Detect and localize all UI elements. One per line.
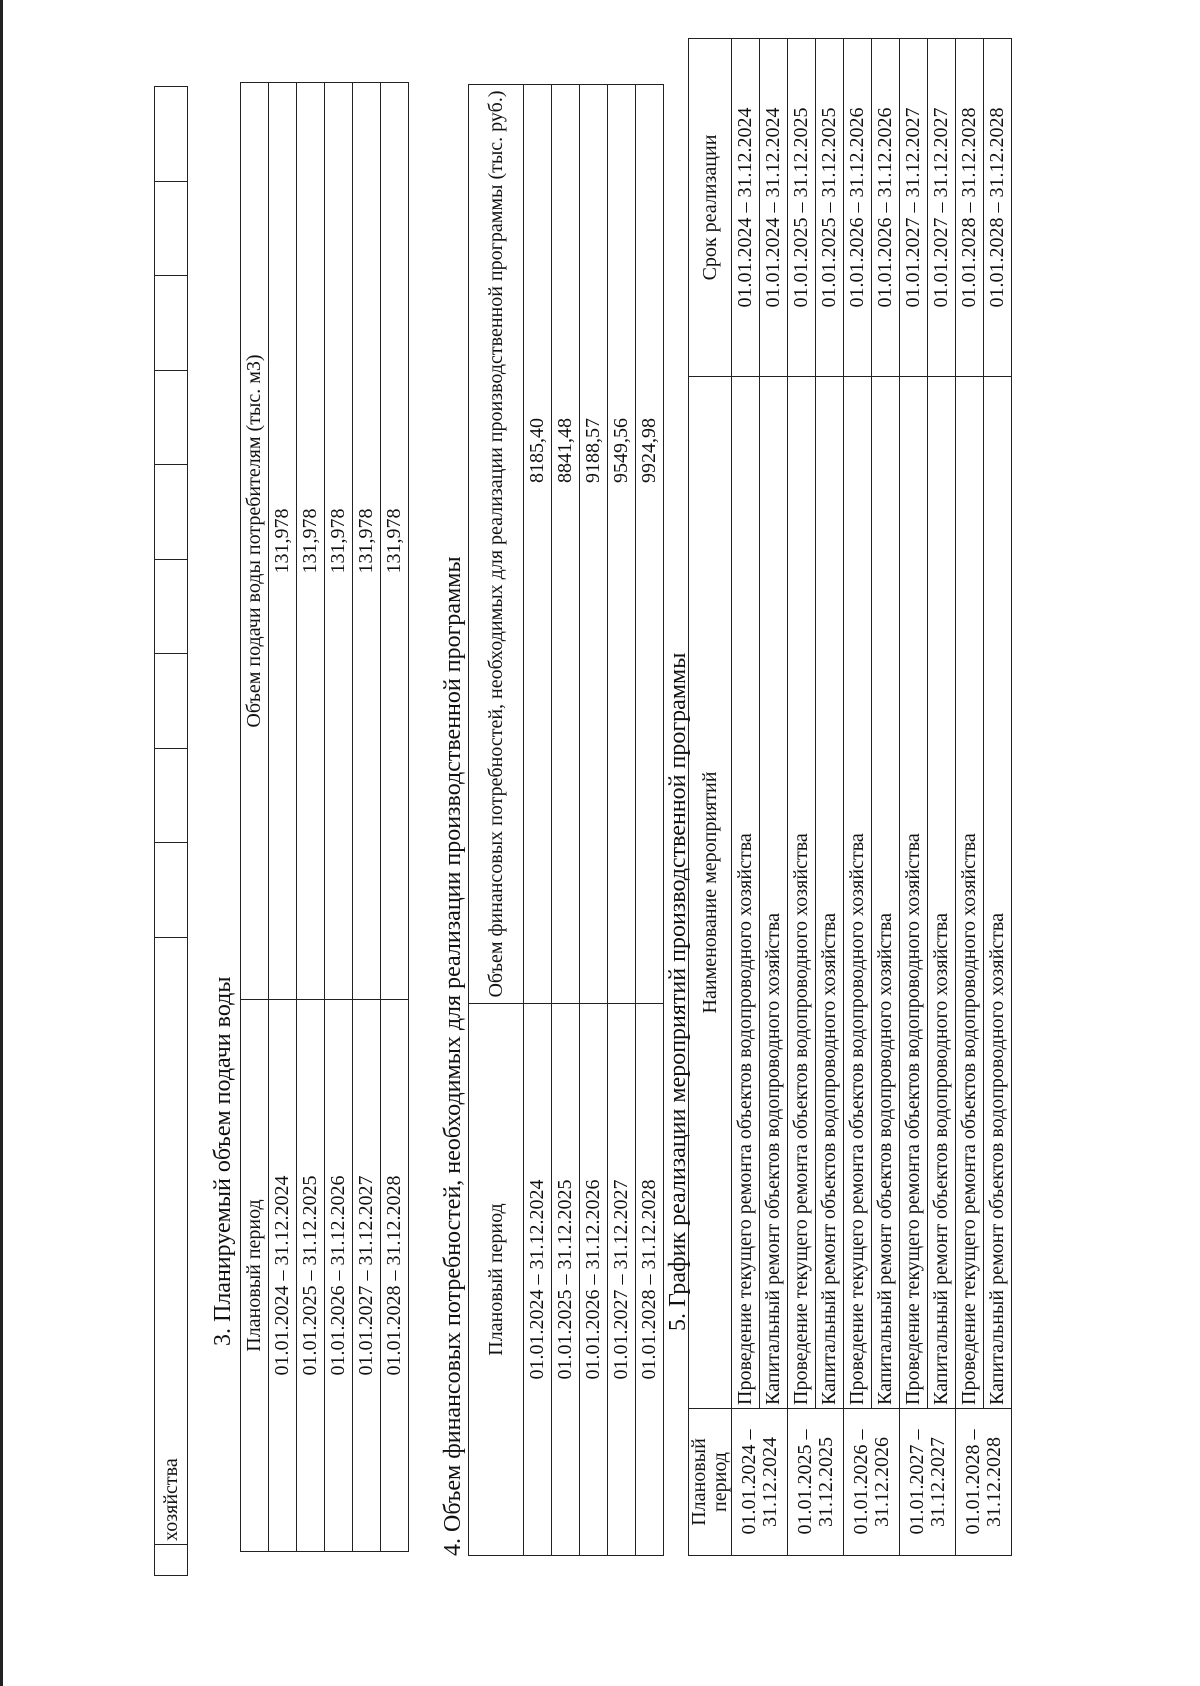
table-row: [608, 85, 636, 1556]
table-row: [984, 39, 1012, 1556]
activity-cell: Проведение текущего ремонта объектов водопроводного хозяйства: [844, 377, 872, 1409]
term-cell: 01.01.2027 – 31.12.2027: [928, 39, 956, 377]
value-cell: 131,978: [381, 83, 409, 1000]
table-row: [325, 83, 353, 1552]
column-header: Срок реализации: [689, 39, 732, 377]
table-row: [580, 85, 608, 1556]
period-cell: 01.01.2027 – 31.12.2027: [353, 1000, 381, 1552]
table-cell: [155, 181, 188, 276]
activity-cell: Капитальный ремонт объектов водопроводного хозяйства: [760, 377, 788, 1409]
activity-cell: Проведение текущего ремонта объектов водопроводного хозяйства: [900, 377, 928, 1409]
column-header: Объем финансовых потребностей, необходимых для реализации производственной программы (тыс. руб.): [469, 85, 524, 1004]
term-cell: 01.01.2027 – 31.12.2027: [900, 39, 928, 377]
table-header-row: [241, 83, 269, 1552]
period-cell: 01.01.2024 – 31.12.2024: [269, 1000, 297, 1552]
period-cell: 01.01.2025 – 31.12.2025: [297, 1000, 325, 1552]
table-cell: [155, 1545, 188, 1576]
table-cell: [155, 748, 188, 843]
table-row: [297, 83, 325, 1552]
table-cell: [155, 276, 188, 371]
period-cell: 01.01.2027 – 31.12.2027: [608, 1004, 636, 1556]
table-row: [900, 39, 928, 1556]
table-cell: [155, 87, 188, 182]
term-cell: 01.01.2026 – 31.12.2026: [872, 39, 900, 377]
value-cell: 131,978: [353, 83, 381, 1000]
period-cell: 01.01.2025 – 31.12.2025: [788, 1409, 844, 1556]
value-cell: 9549,56: [608, 85, 636, 1004]
value-cell: 8185,40: [524, 85, 552, 1004]
term-cell: 01.01.2028 – 31.12.2028: [956, 39, 984, 377]
table-row: [956, 39, 984, 1556]
column-header: Объем подачи воды потребителям (тыс. м3): [241, 83, 269, 1000]
table-row: [353, 83, 381, 1552]
term-cell: 01.01.2024 – 31.12.2024: [732, 39, 760, 377]
section-4-title: 4. Объем финансовых потребностей, необходимых для реализации производственной программы: [440, 556, 466, 1556]
table-cell: [155, 370, 188, 465]
table-row: [760, 39, 788, 1556]
table-row: [524, 85, 552, 1556]
schedule-table: [688, 38, 1012, 1556]
column-header: Плановый период: [241, 1000, 269, 1552]
period-cell: 01.01.2026 – 31.12.2026: [325, 1000, 353, 1552]
period-cell: 01.01.2026 – 31.12.2026: [844, 1409, 900, 1556]
term-cell: 01.01.2025 – 31.12.2025: [816, 39, 844, 377]
table-cell: хозяйства: [155, 938, 188, 1545]
table-cell: [155, 843, 188, 938]
table-row: [552, 85, 580, 1556]
period-cell: 01.01.2025 – 31.12.2025: [552, 1004, 580, 1556]
water-volume-table: [240, 82, 409, 1552]
period-cell: 01.01.2028 – 31.12.2028: [636, 1004, 664, 1556]
table-row: [872, 39, 900, 1556]
value-cell: 131,978: [325, 83, 353, 1000]
table-row: [816, 39, 844, 1556]
column-header: Плановый период: [689, 1409, 732, 1556]
activity-cell: Капитальный ремонт объектов водопроводного хозяйства: [984, 377, 1012, 1409]
value-cell: 9188,57: [580, 85, 608, 1004]
column-header: Плановый период: [469, 1004, 524, 1556]
table-row: [155, 87, 188, 1576]
period-cell: 01.01.2028 – 31.12.2028: [956, 1409, 1012, 1556]
term-cell: 01.01.2025 – 31.12.2025: [788, 39, 816, 377]
term-cell: 01.01.2028 – 31.12.2028: [984, 39, 1012, 377]
table-row: [269, 83, 297, 1552]
table-cell: [155, 559, 188, 654]
table-cell: [155, 465, 188, 560]
table-header-row: [689, 39, 732, 1556]
period-cell: 01.01.2024 – 31.12.2024: [732, 1409, 788, 1556]
activity-cell: Проведение текущего ремонта объектов водопроводного хозяйства: [788, 377, 816, 1409]
column-header: Наименование мероприятий: [689, 377, 732, 1409]
financial-needs-table: [468, 84, 664, 1556]
table-header-row: [469, 85, 524, 1556]
continued-table: [154, 86, 188, 1576]
period-cell: 01.01.2028 – 31.12.2028: [381, 1000, 409, 1552]
term-cell: 01.01.2024 – 31.12.2024: [760, 39, 788, 377]
term-cell: 01.01.2026 – 31.12.2026: [844, 39, 872, 377]
table-cell: [155, 654, 188, 749]
activity-cell: Проведение текущего ремонта объектов водопроводного хозяйства: [956, 377, 984, 1409]
table-row: [732, 39, 760, 1556]
value-cell: 131,978: [297, 83, 325, 1000]
table-row: [788, 39, 816, 1556]
table-row: [844, 39, 872, 1556]
activity-cell: Капитальный ремонт объектов водопроводного хозяйства: [816, 377, 844, 1409]
section-3-title: 3. Планируемый объем подачи воды: [210, 976, 236, 1346]
table-row: [928, 39, 956, 1556]
section-5-title: 5. График реализации мероприятий производственной программы: [665, 652, 691, 1331]
period-cell: 01.01.2024 – 31.12.2024: [524, 1004, 552, 1556]
value-cell: 131,978: [269, 83, 297, 1000]
table-row: [381, 83, 409, 1552]
value-cell: 9924,98: [636, 85, 664, 1004]
activity-cell: Капитальный ремонт объектов водопроводного хозяйства: [872, 377, 900, 1409]
value-cell: 8841,48: [552, 85, 580, 1004]
period-cell: 01.01.2026 – 31.12.2026: [580, 1004, 608, 1556]
activity-cell: Капитальный ремонт объектов водопроводного хозяйства: [928, 377, 956, 1409]
table-row: [636, 85, 664, 1556]
activity-cell: Проведение текущего ремонта объектов водопроводного хозяйства: [732, 377, 760, 1409]
period-cell: 01.01.2027 – 31.12.2027: [900, 1409, 956, 1556]
